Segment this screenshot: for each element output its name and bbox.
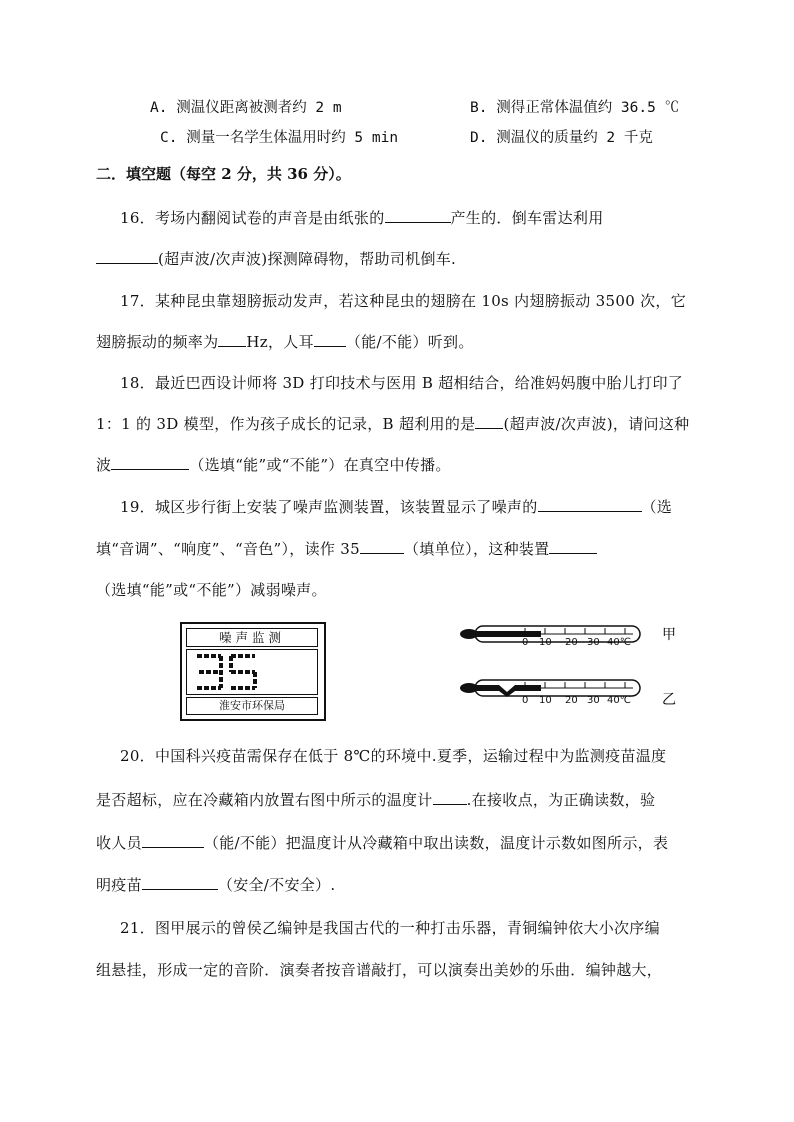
q17-text-b: Hz，人耳 bbox=[246, 333, 314, 351]
q18-text-d: （选填“能”或“不能”）在真空中传播。 bbox=[189, 456, 451, 474]
yi-tick-30: 30 bbox=[587, 695, 600, 706]
q19-text-c: 填“音调”、“响度”、“音色”），读作 35 bbox=[96, 540, 360, 558]
q18-text-c: 波 bbox=[96, 456, 112, 474]
q19-blank-2 bbox=[360, 539, 404, 554]
jia-tick-40: 40℃ bbox=[607, 637, 631, 648]
q20-text-d: （能/不能）把温度计从冷藏箱中取出读数，温度计示数如图所示，表 bbox=[203, 834, 669, 852]
q19-text-d: （填单位），这种装置 bbox=[403, 540, 550, 558]
option-a: A. 测温仪距离被测者约 2 m bbox=[150, 100, 342, 116]
monitor-reading: 35 bbox=[187, 650, 189, 651]
yi-tick-10: 10 bbox=[539, 695, 552, 706]
q16-text-c: (超声波/次声波)探测障碍物，帮助司机倒车. bbox=[158, 250, 457, 268]
q18-text-b: (超声波/次声波)，请问这种 bbox=[503, 415, 690, 433]
q16-text-b: 产生的．倒车雷达利用 bbox=[450, 209, 604, 227]
yi-tick-20: 20 bbox=[565, 695, 578, 706]
option-b: B. 测得正常体温值约 36.5 ℃ bbox=[470, 100, 680, 116]
q18-text-a: 1：1 的 3D 模型，作为孩子成长的记录，B 超利用的是 bbox=[96, 415, 476, 433]
jia-tick-10: 10 bbox=[539, 637, 552, 648]
q19-text-b: （选 bbox=[641, 498, 673, 516]
q20-line3 bbox=[96, 832, 668, 853]
q17-line1: 17．某种昆虫靠翅膀振动发声，若这种昆虫的翅膀在 10s 内翅膀振动 3500 次，它 bbox=[120, 292, 687, 310]
q17-line2 bbox=[96, 331, 474, 352]
q17-text-c: （能/不能）听到。 bbox=[345, 333, 474, 351]
label-jia: 甲 bbox=[662, 627, 676, 643]
q17-blank-1 bbox=[218, 332, 246, 347]
q16-line2 bbox=[96, 248, 456, 269]
q20-text-e: 明疫苗 bbox=[96, 876, 142, 894]
monitor-title: 噪声监测 bbox=[186, 628, 318, 647]
digit-5 bbox=[231, 656, 255, 688]
q21-line1: 21．图甲展示的曾侯乙编钟是我国古代的一种打击乐器，青铜编钟依大小次序编 bbox=[120, 919, 660, 937]
q20-line1: 20．中国科兴疫苗需保存在低于 8℃的环境中.夏季，运输过程中为监测疫苗温度 bbox=[120, 747, 667, 765]
q16-blank-2 bbox=[96, 249, 158, 264]
q18-blank-1 bbox=[475, 414, 503, 429]
q20-blank-3 bbox=[142, 875, 218, 890]
q20-text-f: （安全/不安全）. bbox=[217, 876, 336, 894]
q21-line2: 组悬挂，形成一定的音阶．演奏者按音谱敲打，可以演奏出美妙的乐曲．编钟越大， bbox=[96, 961, 663, 979]
q17-text-a: 翅膀振动的频率为 bbox=[96, 333, 219, 351]
noise-monitor bbox=[180, 622, 326, 721]
q18-line3 bbox=[96, 454, 451, 475]
q17-blank-2 bbox=[314, 332, 346, 347]
monitor-screen bbox=[186, 649, 318, 695]
q16-text-a: 16．考场内翻阅试卷的声音是由纸张的 bbox=[120, 209, 385, 227]
q19-line3: （选填“能”或“不能”）减弱噪声。 bbox=[96, 581, 327, 599]
monitor-footer: 淮安市环保局 bbox=[186, 697, 318, 715]
q18-line1: 18．最近巴西设计师将 3D 打印技术与医用 B 超相结合，给准妈妈腹中胎儿打印了 bbox=[120, 374, 684, 392]
jia-tick-20: 20 bbox=[565, 637, 578, 648]
jia-tick-30: 30 bbox=[587, 637, 600, 648]
q18-blank-2 bbox=[111, 455, 189, 470]
q20-text-a: 是否超标，应在冷藏箱内放置右图中所示的温度计 bbox=[96, 791, 433, 809]
option-c: C. 测量一名学生体温用时约 5 min bbox=[160, 130, 399, 146]
digit-3 bbox=[197, 656, 221, 688]
q19-line2 bbox=[96, 538, 597, 559]
q19-text-a: 19．城区步行街上安装了噪声监测装置，该装置显示了噪声的 bbox=[120, 498, 538, 516]
q19-line1 bbox=[120, 496, 672, 517]
q16-blank-1 bbox=[385, 208, 451, 223]
jia-tick-0: 0 bbox=[522, 637, 529, 648]
section-title: 二．填空题（每空 2 分，共 36 分）。 bbox=[96, 165, 351, 183]
q16-line1 bbox=[120, 207, 604, 228]
q18-line2 bbox=[96, 413, 689, 434]
q20-text-c: 收人员 bbox=[96, 834, 142, 852]
yi-tick-40: 40℃ bbox=[607, 695, 631, 706]
q20-line4 bbox=[96, 874, 335, 895]
q19-blank-1 bbox=[538, 497, 642, 512]
q20-text-b: .在接收点，为正确读数，验 bbox=[466, 791, 656, 809]
q20-line2 bbox=[96, 789, 655, 810]
q19-blank-3 bbox=[549, 539, 597, 554]
thermometer-figure bbox=[455, 618, 685, 713]
q20-blank-1 bbox=[433, 790, 467, 805]
yi-tick-0: 0 bbox=[522, 695, 529, 706]
q20-blank-2 bbox=[142, 833, 204, 848]
label-yi: 乙 bbox=[662, 692, 676, 708]
option-d: D. 测温仪的质量约 2 千克 bbox=[470, 130, 653, 146]
seven-segment-display bbox=[187, 650, 317, 694]
